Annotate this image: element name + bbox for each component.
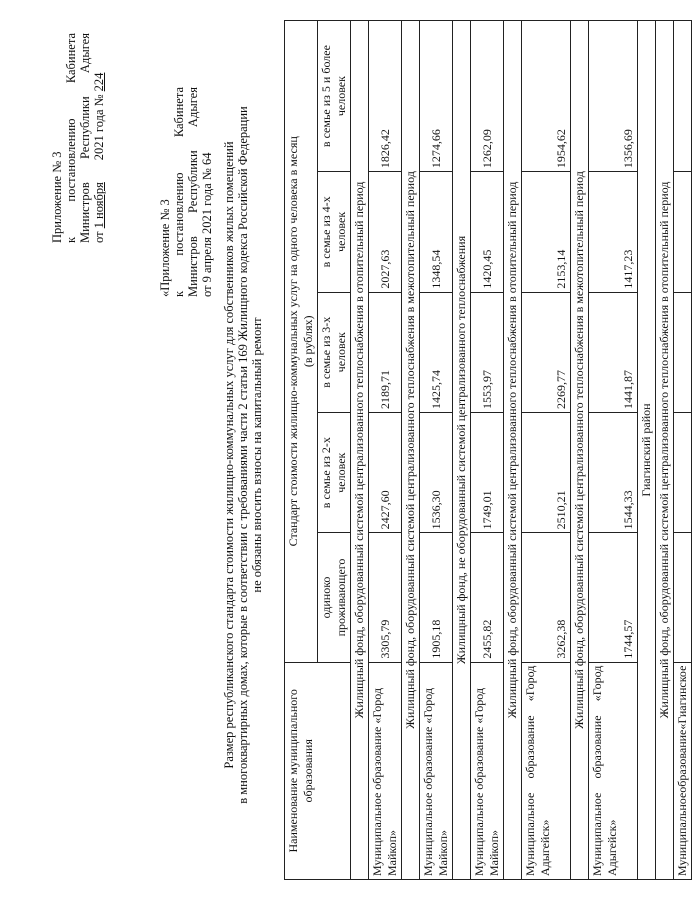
heading-line: не обязаны вносить взносы на капитальный ремонт [250, 317, 264, 593]
value-family-3: 1441,87 [589, 292, 638, 412]
table-row [420, 21, 453, 880]
section-row: Жилищный фонд, оборудованный системой централизованного теплоснабжения в отопительный период [504, 21, 522, 880]
value-family-2: 1749,01 [471, 412, 504, 532]
appendix-line [172, 87, 186, 297]
appendix-header-new [50, 33, 106, 243]
column-header-name: Наименование муниципального образования [285, 662, 351, 879]
column-header-family-5: в семье из 5 и более человек [318, 21, 351, 172]
appendix-line [64, 33, 78, 243]
appendix-header-old [158, 87, 214, 297]
column-header-unit: (в рублях) [301, 315, 315, 368]
appendix-title: «Приложение № 3 [158, 199, 172, 297]
municipality-name: Муниципальное образование «Город Майкоп» [420, 662, 453, 879]
appendix-word: постановлению [172, 172, 186, 256]
appendix-word: Кабинета [64, 33, 78, 84]
section-row: Жилищный фонд, не оборудованный системой централизованного теплоснабжения [453, 21, 471, 880]
value-single: 3262,38 [522, 533, 571, 662]
value-single: 1905,18 [420, 533, 453, 662]
value-family-3: 2269,77 [522, 292, 571, 412]
value-family-4: 1417,23 [589, 172, 638, 292]
municipality-name: Муниципальное образование «Гиагинское [674, 662, 692, 879]
value-family-5: 1274,66 [420, 21, 453, 172]
document-heading [222, 25, 264, 885]
value-family-4: 1420,45 [471, 172, 504, 292]
appendix-word: к [172, 290, 186, 297]
appendix-date-line: от 9 апреля 2021 года № 64 [200, 152, 214, 297]
column-header-family-2: в семье из 2-х человек [318, 412, 351, 532]
table-row [369, 21, 402, 880]
appendix-word: Адыгея [78, 33, 92, 74]
value-family-5 [674, 21, 692, 172]
value-family-2: 1544,33 [589, 412, 638, 532]
municipality-name: Муниципальное образование «Город Майкоп» [369, 662, 402, 879]
appendix-word: Министров [78, 182, 92, 243]
appendix-line [186, 87, 200, 297]
value-family-2: 2427,60 [369, 412, 402, 532]
heading-line: Размер республиканского стандарта стоимости жилищно-коммунальных услуг для собственников жилых помещений [222, 141, 236, 769]
value-family-2: 1536,30 [420, 412, 453, 532]
appendix-word: от [92, 231, 106, 243]
value-family-5: 1954,62 [522, 21, 571, 172]
value-single [674, 533, 692, 662]
column-header-family-4: в семье из 4-х человек [318, 172, 351, 292]
district-name: Гиагинский район [638, 21, 656, 880]
appendix-word: Республики [78, 96, 92, 160]
value-family-5: 1826,42 [369, 21, 402, 172]
value-family-3: 1425,74 [420, 292, 453, 412]
table-row [522, 21, 571, 880]
value-family-5: 1262,09 [471, 21, 504, 172]
value-single: 2455,82 [471, 533, 504, 662]
section-row: Жилищный фонд, оборудованный системой централизованного теплоснабжения в межотопительный период [571, 21, 589, 880]
value-family-3: 1553,97 [471, 292, 504, 412]
value-family-3 [674, 292, 692, 412]
appendix-word: Министров [186, 236, 200, 297]
value-family-4: 1348,54 [420, 172, 453, 292]
section-row: Жилищный фонд, оборудованный системой централизованного теплоснабжения в отопительный период [656, 21, 674, 880]
value-single: 1744,57 [589, 533, 638, 662]
municipality-name: Муниципальное образование «Город Адыгейск» [589, 662, 638, 879]
section-row: Жилищный фонд, оборудованный системой централизованного теплоснабжения в отопительный период [351, 21, 369, 880]
value-family-4 [674, 172, 692, 292]
section-row: Жилищный фонд, оборудованный системой централизованного теплоснабжения в межотопительный период [402, 21, 420, 880]
value-single: 3305,79 [369, 533, 402, 662]
district-row [638, 21, 656, 880]
appendix-date: 1 ноября [92, 182, 106, 229]
appendix-word: постановлению [64, 118, 78, 202]
appendix-word: Республики [186, 150, 200, 214]
municipality-name: Муниципальное образование «Город Майкоп» [471, 662, 504, 879]
appendix-date-line [92, 33, 106, 243]
appendix-number: 224 [92, 72, 106, 92]
appendix-word: к [64, 236, 78, 243]
value-family-4: 2153,14 [522, 172, 571, 292]
value-family-2 [674, 412, 692, 532]
appendix-title: Приложение № 3 [50, 151, 64, 243]
table-row [674, 21, 692, 880]
column-header-single: одиноко проживающего [318, 533, 351, 662]
appendix-word: Адыгея [186, 87, 200, 128]
value-family-4: 2027,63 [369, 172, 402, 292]
municipality-name: Муниципальное образование «Город Адыгейск» [522, 662, 571, 879]
table-header-row [285, 21, 318, 880]
table-row [589, 21, 638, 880]
appendix-word: 2021 года № [92, 94, 106, 161]
table-row [471, 21, 504, 880]
value-family-3: 2189,71 [369, 292, 402, 412]
standard-cost-table [284, 20, 692, 880]
column-header-standard: Стандарт стоимости жилищно-коммунальных услуг на одного человека в месяц (в рублях) [285, 21, 318, 663]
value-family-2: 2510,21 [522, 412, 571, 532]
appendix-word: Кабинета [172, 87, 186, 138]
heading-line: в многоквартирных домах, которые в соответствии с требованиями части 2 статьи 169 Жилищного кодекса Российской Федерации [236, 106, 250, 804]
column-header-family-3: в семье из 3-х человек [318, 292, 351, 412]
value-family-5: 1356,69 [589, 21, 638, 172]
appendix-line [78, 33, 92, 243]
